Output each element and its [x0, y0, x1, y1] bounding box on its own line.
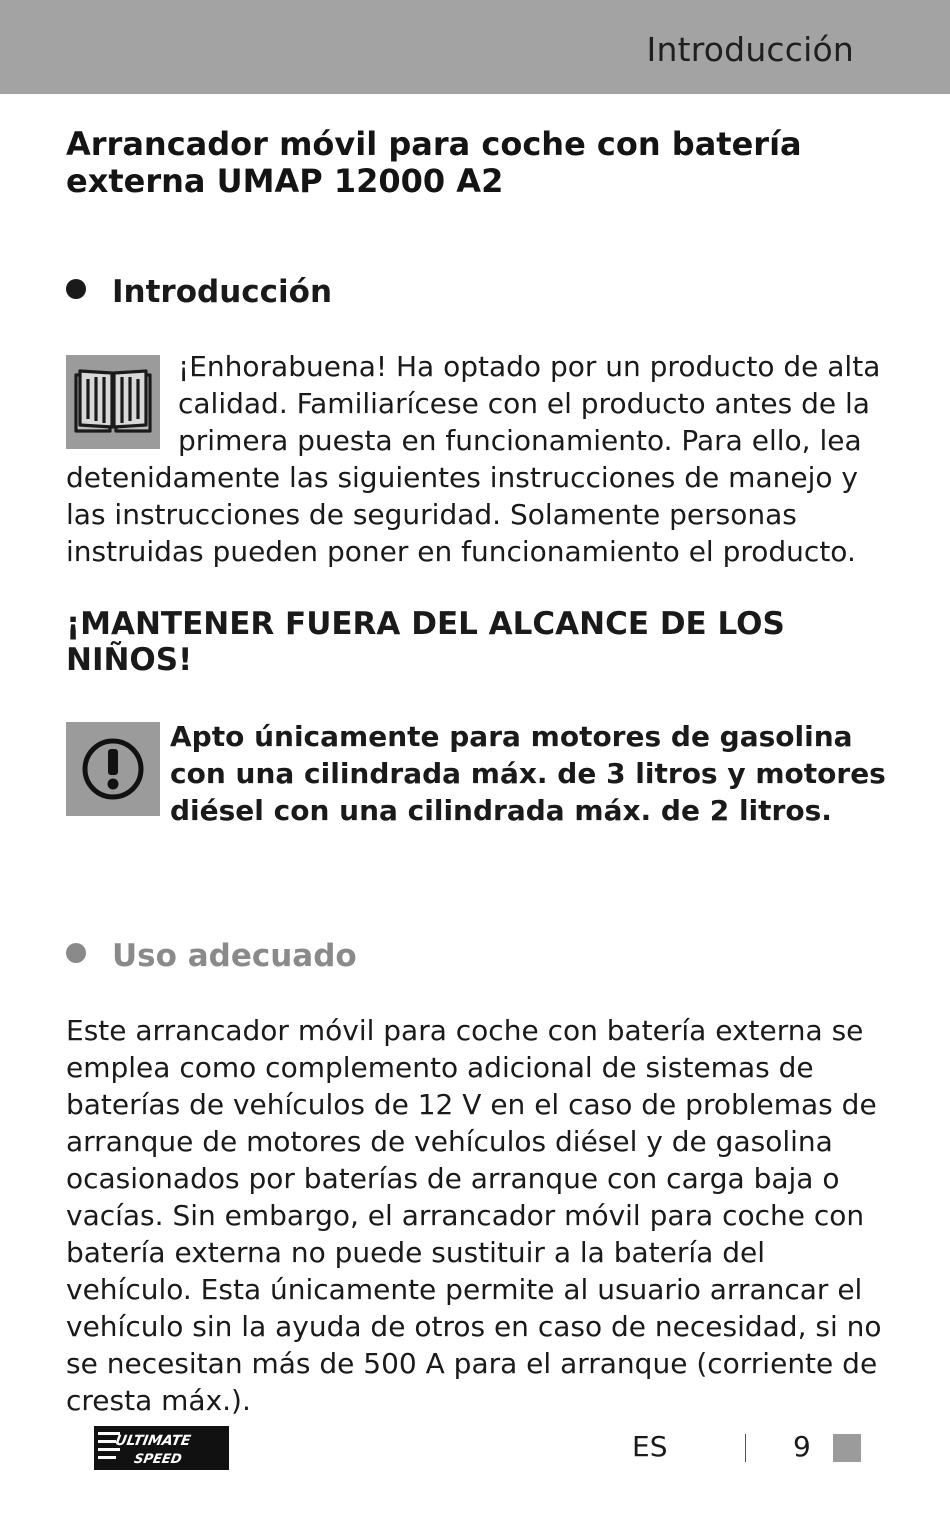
- page-number: 9: [793, 1430, 811, 1463]
- uso-paragraph: Este arrancador móvil para coche con batería externa se emplea como complemento adicional de sistemas de baterías de vehículos de 12 V en el caso de problemas de arranque de motores de vehículos diésel y de gasolina ocasionados por baterías de arranque con carga baja o vacías. Sin embargo, el arrancador móvil para coche con batería externa no puede sustituir a la batería del vehículo. Esta únicamente permite al usuario arrancar el vehículo sin la ayuda de otros en caso de necesidad, si no se necesitan más de 500 A para el arranque (corriente de cresta máx.).: [66, 1014, 882, 1417]
- intro-paragraph-block: [66, 348, 886, 570]
- header-bar: [0, 0, 950, 94]
- warning-heading: ¡MANTENER FUERA DEL ALCANCE DE LOS NIÑOS!: [66, 606, 785, 678]
- brand-logo: [94, 1426, 229, 1470]
- document-title: Arrancador móvil para coche con batería externa UMAP 12000 A2: [66, 125, 802, 200]
- intro-paragraph: ¡Enhorabuena! Ha optado por un producto de alta calidad. Familiarícese con el producto antes de la primera puesta en funcionamiento. Para ello, lea detenidamente las siguientes instrucciones de manejo y las instrucciones de seguridad. Solamente personas instruidas pueden poner en funcionamiento el producto.: [66, 350, 881, 568]
- bullet-icon: [66, 279, 86, 299]
- section-heading-introduccion: [66, 274, 332, 310]
- icon-spacer: [66, 348, 178, 456]
- footer-square-marker: [833, 1434, 861, 1462]
- footer-separator: [745, 1434, 746, 1462]
- warning-text: Apto únicamente para motores de gasolina con una cilindrada máx. de 3 litros y motores diésel con una cilindrada máx. de 2 litros.: [170, 720, 886, 827]
- header-title: Introducción: [646, 30, 854, 69]
- logo-line1: ULTIMATE: [113, 1433, 192, 1449]
- bullet-icon: [66, 943, 86, 963]
- section-heading-uso-adecuado: [66, 938, 357, 974]
- section-heading-label: Introducción: [112, 274, 333, 310]
- section-heading-label: Uso adecuado: [112, 938, 357, 974]
- logo-line2: SPEED: [132, 1452, 183, 1467]
- footer-language: ES: [632, 1430, 668, 1463]
- exclamation-icon: [66, 722, 160, 816]
